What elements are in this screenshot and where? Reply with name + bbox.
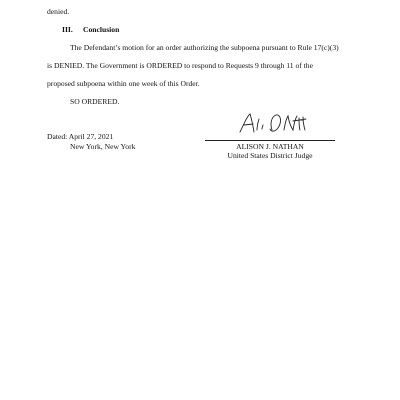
paragraph-line-1: The Defendant’s motion for an order authorizing the subpoena pursuant to Rule 17(c)(3): [70, 43, 339, 52]
judge-name: ALISON J. NATHAN: [236, 142, 304, 151]
section-number: III.: [62, 25, 73, 34]
signature-line: [205, 140, 335, 141]
so-ordered: SO ORDERED.: [70, 97, 120, 106]
judge-title: United States District Judge: [227, 151, 313, 160]
dated-line: Dated: April 27, 2021: [47, 132, 114, 141]
judge-signature: [236, 110, 312, 138]
section-heading: Conclusion: [83, 25, 120, 34]
previous-paragraph-tail: denied.: [47, 7, 70, 16]
dated-location: New York, New York: [70, 142, 136, 151]
paragraph-line-2: is DENIED. The Government is ORDERED to respond to Requests 9 through 11 of the: [47, 61, 313, 70]
paragraph-line-3: proposed subpoena within one week of this Order.: [47, 79, 200, 88]
